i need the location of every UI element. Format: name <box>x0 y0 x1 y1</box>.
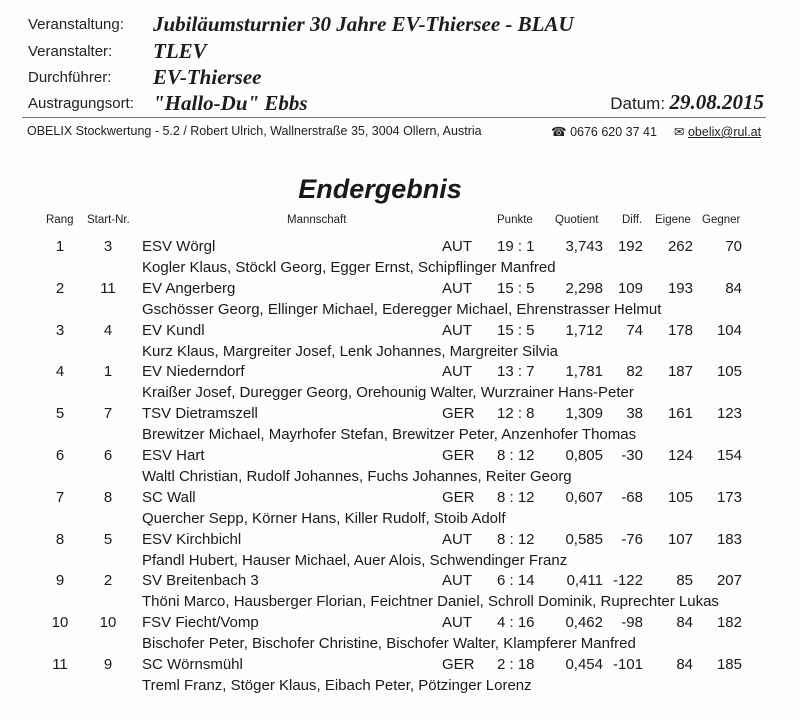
difference-cell: 109 <box>617 279 643 297</box>
own-score-cell: 84 <box>676 656 693 673</box>
veranstalter-label: Veranstalter: <box>28 43 113 60</box>
austragungsort-label: Austragungsort: <box>28 95 134 112</box>
nation-cell: GER <box>442 447 475 464</box>
result-row <box>0 489 800 531</box>
nation-cell: AUT <box>442 321 472 339</box>
opponent-score-cell: 154 <box>716 447 742 464</box>
points-cell: 6 : 14 <box>497 572 535 590</box>
header-divider <box>22 117 766 118</box>
rank-cell: 7 <box>55 488 65 506</box>
team-name-cell: SC Wörnsmühl <box>142 656 243 673</box>
column-header-eigene: Eigene <box>655 214 691 226</box>
start-number-cell: 7 <box>103 405 113 423</box>
column-header-rang: Rang <box>46 214 74 226</box>
own-score-cell: 124 <box>667 447 693 464</box>
opponent-score-cell: 173 <box>716 488 742 506</box>
result-row <box>0 280 800 322</box>
column-header-team: Mannschaft <box>287 214 347 226</box>
difference-cell: 192 <box>617 238 643 255</box>
opponent-score-cell: 105 <box>716 363 742 381</box>
team-name-cell: SV Breitenbach 3 <box>142 572 259 590</box>
email-link[interactable]: obelix@rul.at <box>687 125 762 139</box>
quotient-cell: 0,585 <box>565 530 603 548</box>
quotient-cell: 1,712 <box>565 321 603 339</box>
quotient-cell: 1,781 <box>565 363 603 381</box>
points-cell: 8 : 12 <box>497 488 535 506</box>
datum-label: Datum: <box>610 94 666 113</box>
opponent-score-cell: 182 <box>716 614 742 632</box>
rank-cell: 6 <box>55 447 65 464</box>
difference-cell: 82 <box>626 363 643 381</box>
email-contact[interactable] <box>674 124 761 139</box>
own-score-cell: 262 <box>667 238 693 255</box>
quotient-cell: 2,298 <box>565 279 603 297</box>
nation-cell: AUT <box>442 530 472 548</box>
nation-cell: GER <box>442 656 475 673</box>
veranstaltung-label: Veranstaltung: <box>28 16 124 33</box>
durchfuehrer-value: EV-Thiersee <box>153 65 262 89</box>
rank-cell: 9 <box>55 572 65 590</box>
own-score-cell: 161 <box>667 405 693 423</box>
nation-cell: AUT <box>442 238 472 255</box>
envelope-icon: ✉ <box>674 125 685 139</box>
team-members: Kogler Klaus, Stöckl Georg, Egger Ernst, Schipflinger Manfred <box>142 259 556 276</box>
quotient-cell: 1,309 <box>565 405 603 423</box>
phone-contact <box>551 124 657 139</box>
team-name-cell: ESV Wörgl <box>142 238 216 255</box>
start-number-cell: 5 <box>103 530 113 548</box>
rank-cell: 11 <box>52 656 68 673</box>
quotient-cell: 0,462 <box>565 614 603 632</box>
rank-cell: 10 <box>51 614 69 632</box>
opponent-score-cell: 104 <box>716 321 742 339</box>
start-number-cell: 2 <box>103 572 113 590</box>
difference-cell: -101 <box>612 656 643 673</box>
result-row <box>0 531 800 573</box>
rank-cell: 2 <box>55 279 65 297</box>
difference-cell: 74 <box>626 321 643 339</box>
own-score-cell: 107 <box>667 530 693 548</box>
nation-cell: AUT <box>442 363 472 381</box>
team-members: Gschösser Georg, Ellinger Michael, Ederegger Michael, Ehrenstrasser Helmut <box>142 300 662 318</box>
difference-cell: -76 <box>621 530 643 548</box>
austragungsort-value: "Hallo-Du" Ebbs <box>153 91 308 115</box>
result-row <box>0 238 800 280</box>
difference-cell: -30 <box>621 447 643 464</box>
team-members: Kurz Klaus, Margreiter Josef, Lenk Johannes, Margreiter Silvia <box>142 342 559 360</box>
start-number-cell: 1 <box>103 363 113 381</box>
column-header-quotient: Quotient <box>555 214 599 226</box>
software-credit: OBELIX Stockwertung - 5.2 / Robert Ulrich, Wallnerstraße 35, 3004 Ollern, Austria <box>27 124 482 138</box>
column-header-gegner: Gegner <box>702 214 741 226</box>
difference-cell: 38 <box>626 405 643 423</box>
team-name-cell: EV Niederndorf <box>142 363 245 381</box>
nation-cell: GER <box>442 488 475 506</box>
opponent-score-cell: 207 <box>716 572 742 590</box>
own-score-cell: 105 <box>667 488 693 506</box>
quotient-cell: 0,805 <box>565 447 603 464</box>
points-cell: 8 : 12 <box>497 447 535 464</box>
veranstalter-value: TLEV <box>153 39 207 63</box>
difference-cell: -98 <box>621 614 643 632</box>
durchfuehrer-label: Durchführer: <box>28 69 112 86</box>
own-score-cell: 193 <box>667 279 693 297</box>
opponent-score-cell: 185 <box>716 656 742 673</box>
points-cell: 8 : 12 <box>497 530 535 548</box>
own-score-cell: 178 <box>667 321 693 339</box>
own-score-cell: 85 <box>676 572 693 590</box>
team-members: Thöni Marco, Hausberger Florian, Feichtner Daniel, Schroll Dominik, Ruprechter Lukas <box>142 593 719 611</box>
own-score-cell: 187 <box>667 363 693 381</box>
difference-cell: -122 <box>612 572 643 590</box>
team-name-cell: ESV Hart <box>142 447 205 464</box>
team-members: Waltl Christian, Rudolf Johannes, Fuchs Johannes, Reiter Georg <box>142 468 572 485</box>
points-cell: 13 : 7 <box>497 363 535 381</box>
datum-value: 29.08.2015 <box>669 90 764 114</box>
start-number-cell: 10 <box>99 614 117 632</box>
veranstaltung-value: Jubiläumsturnier 30 Jahre EV-Thiersee - BLAU <box>153 12 574 36</box>
team-name-cell: EV Angerberg <box>142 279 236 297</box>
team-members: Brewitzer Michael, Mayrhofer Stefan, Brewitzer Peter, Anzenhofer Thomas <box>142 426 637 444</box>
rank-cell: 1 <box>55 238 65 255</box>
phone-number: 0676 620 37 41 <box>570 125 657 139</box>
telephone-icon: ☎ <box>551 125 567 139</box>
points-cell: 15 : 5 <box>497 321 535 339</box>
nation-cell: GER <box>442 405 475 423</box>
result-row <box>0 656 800 698</box>
quotient-cell: 0,454 <box>565 656 603 673</box>
team-name-cell: TSV Dietramszell <box>142 405 258 423</box>
result-row <box>0 572 800 614</box>
result-row <box>0 363 800 405</box>
column-header-punkte: Punkte <box>497 214 533 226</box>
team-name-cell: FSV Fiecht/Vomp <box>142 614 259 632</box>
team-members: Bischofer Peter, Bischofer Christine, Bischofer Walter, Klampferer Manfred <box>142 635 636 653</box>
result-row <box>0 405 800 447</box>
team-name-cell: ESV Kirchbichl <box>142 530 242 548</box>
start-number-cell: 6 <box>103 447 113 464</box>
result-row <box>0 447 800 489</box>
page-title: Endergebnis <box>298 174 462 204</box>
opponent-score-cell: 183 <box>716 530 742 548</box>
team-name-cell: EV Kundl <box>142 321 205 339</box>
datum <box>610 90 764 115</box>
quotient-cell: 3,743 <box>565 238 603 255</box>
team-members: Treml Franz, Stöger Klaus, Eibach Peter, Pötzinger Lorenz <box>142 677 532 694</box>
rank-cell: 8 <box>55 530 65 548</box>
column-header-start: Start-Nr. <box>87 214 130 226</box>
rank-cell: 3 <box>55 321 65 339</box>
column-header-diff: Diff. <box>622 214 643 226</box>
opponent-score-cell: 84 <box>725 279 742 297</box>
team-members: Kraißer Josef, Duregger Georg, Orehounig Walter, Wurzrainer Hans-Peter <box>142 384 634 402</box>
rank-cell: 4 <box>55 363 65 381</box>
nation-cell: AUT <box>442 572 472 590</box>
start-number-cell: 9 <box>103 656 113 673</box>
difference-cell: -68 <box>621 488 643 506</box>
rank-cell: 5 <box>55 405 65 423</box>
result-row <box>0 322 800 364</box>
nation-cell: AUT <box>442 279 472 297</box>
result-row <box>0 614 800 656</box>
start-number-cell: 11 <box>100 279 116 297</box>
team-members: Quercher Sepp, Körner Hans, Killer Rudolf, Stoib Adolf <box>142 509 506 527</box>
team-members: Pfandl Hubert, Hauser Michael, Auer Alois, Schwendinger Franz <box>142 551 568 569</box>
opponent-score-cell: 70 <box>725 238 742 255</box>
start-number-cell: 4 <box>103 321 113 339</box>
quotient-cell: 0,411 <box>566 572 603 590</box>
team-name-cell: SC Wall <box>142 488 196 506</box>
own-score-cell: 84 <box>676 614 693 632</box>
points-cell: 15 : 5 <box>497 279 535 297</box>
start-number-cell: 3 <box>103 238 113 255</box>
nation-cell: AUT <box>442 614 472 632</box>
start-number-cell: 8 <box>103 488 113 506</box>
points-cell: 4 : 16 <box>497 614 535 632</box>
points-cell: 2 : 18 <box>497 656 535 673</box>
points-cell: 12 : 8 <box>497 405 535 423</box>
quotient-cell: 0,607 <box>565 488 603 506</box>
points-cell: 19 : 1 <box>497 238 535 255</box>
opponent-score-cell: 123 <box>716 405 742 423</box>
